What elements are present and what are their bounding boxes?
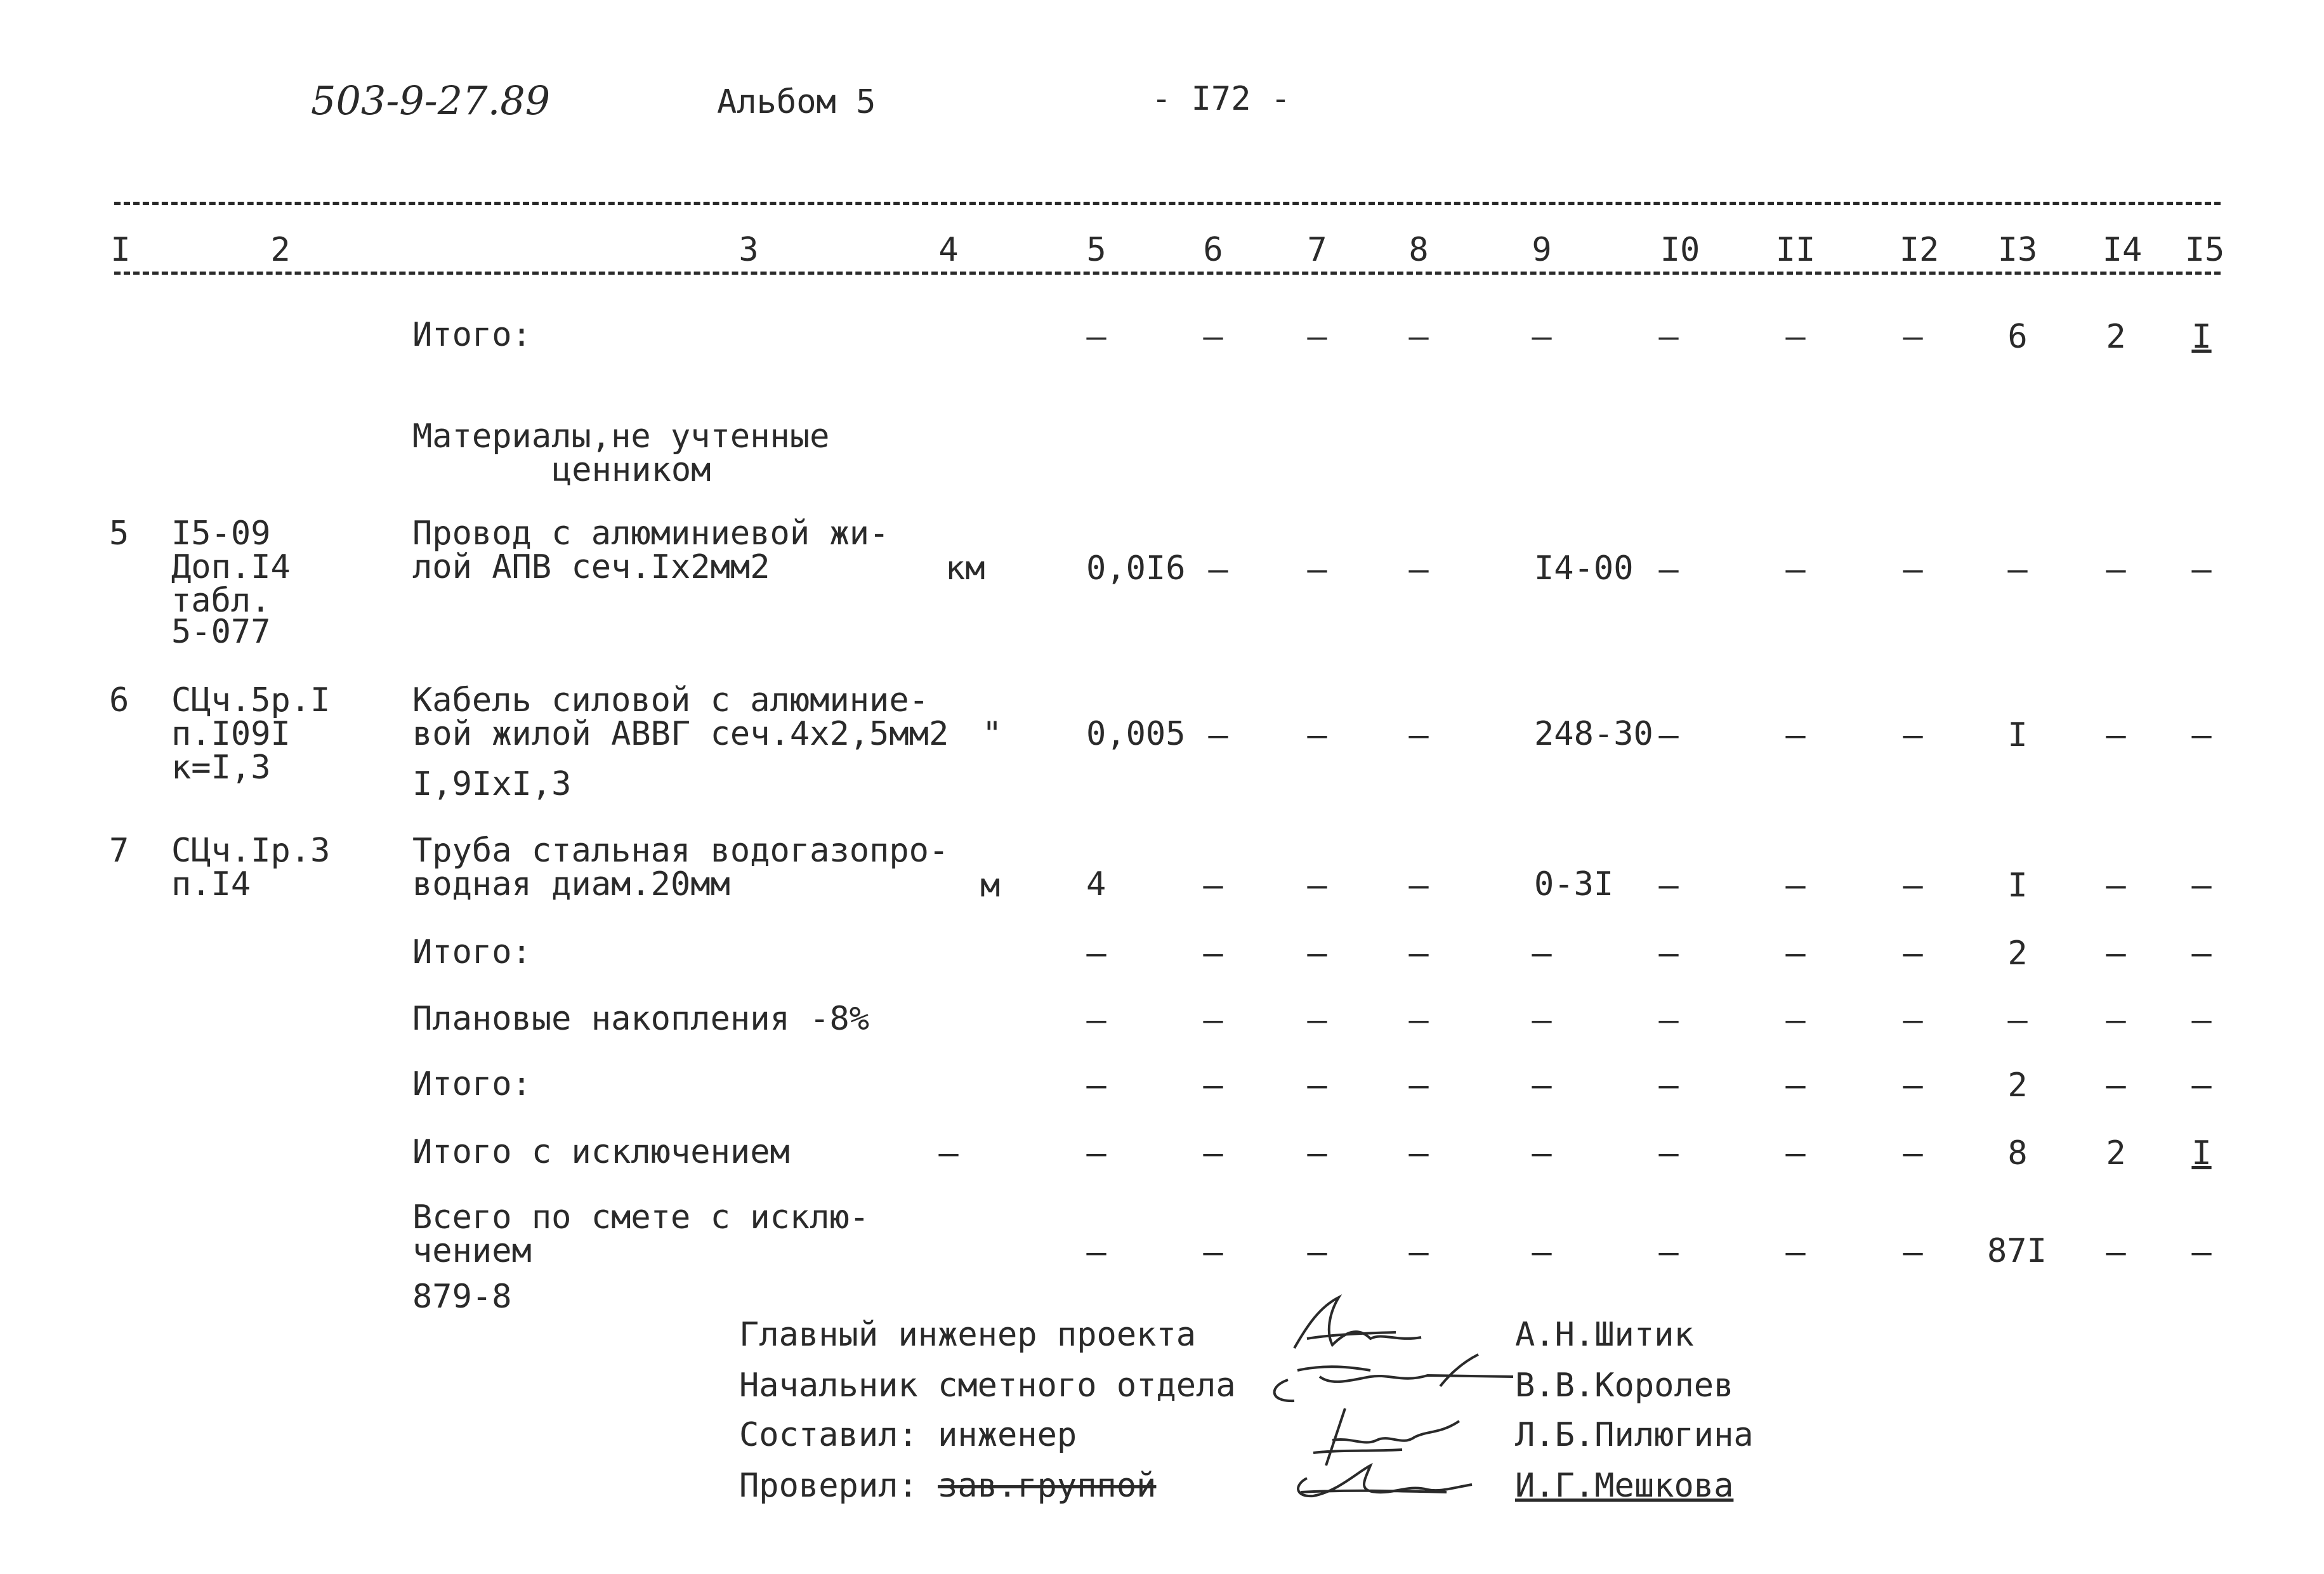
col-header-11: II bbox=[1775, 231, 1816, 269]
cell-14: – bbox=[2106, 867, 2126, 905]
row-code: СЦч.Iр.3 bbox=[171, 832, 331, 870]
row-unit: " bbox=[982, 715, 1002, 753]
cell-5: – bbox=[1086, 318, 1106, 356]
cell-7: – bbox=[1307, 1233, 1327, 1271]
signer-role: Составил: инженер bbox=[739, 1416, 1077, 1454]
cell-9: – bbox=[1532, 1134, 1552, 1172]
signature-2-icon bbox=[1263, 1351, 1529, 1408]
cell-9: – bbox=[1532, 318, 1552, 356]
col-header-8: 8 bbox=[1408, 231, 1429, 269]
cell-12: – bbox=[1903, 1233, 1923, 1271]
cell-12: – bbox=[1903, 1134, 1923, 1172]
cell-14: – bbox=[2106, 716, 2126, 754]
cell-9: – bbox=[1532, 935, 1552, 973]
cell-8: – bbox=[1408, 1066, 1429, 1105]
cell-11: – bbox=[1785, 1233, 1806, 1271]
cell-12: – bbox=[1903, 716, 1923, 754]
cell-10: – bbox=[1658, 867, 1679, 905]
cell-13: 8 bbox=[2007, 1134, 2028, 1172]
row-name: Кабель силовой с алюминие- bbox=[412, 681, 929, 719]
cell-13: – bbox=[2007, 1001, 2028, 1039]
project-code: 503-9-27.89 bbox=[311, 77, 551, 124]
row-name: водная диам.20мм bbox=[412, 865, 730, 903]
cell-15: – bbox=[2191, 551, 2212, 589]
cell-7: – bbox=[1307, 935, 1327, 973]
col-header-15: I5 bbox=[2184, 231, 2225, 269]
signer-role-prefix: Проверил: bbox=[739, 1467, 918, 1505]
col-header-12: I2 bbox=[1899, 231, 1940, 269]
cell-12: – bbox=[1903, 318, 1923, 356]
row-label: Всего по смете с исклю- bbox=[412, 1198, 870, 1236]
cell-15: – bbox=[2191, 716, 2212, 754]
top-dashed-rule bbox=[114, 202, 2221, 208]
cell-7: – bbox=[1307, 716, 1327, 754]
cell-6: – bbox=[1203, 867, 1223, 905]
cell-6: – bbox=[1203, 1001, 1223, 1039]
col-header-14: I4 bbox=[2102, 231, 2143, 269]
cell-5: 0,005 bbox=[1086, 715, 1186, 753]
cell-10: – bbox=[1658, 1233, 1679, 1271]
col-header-2: 2 bbox=[270, 231, 291, 269]
cell-5: – bbox=[1086, 1066, 1106, 1105]
cell-15: – bbox=[2191, 935, 2212, 973]
cell-7: – bbox=[1307, 1066, 1327, 1105]
cell-6: – bbox=[1203, 318, 1223, 356]
cell-11: – bbox=[1785, 1001, 1806, 1039]
cell-8: – bbox=[1408, 1134, 1429, 1172]
row-code: к=I,3 bbox=[171, 749, 271, 787]
row-code: п.I09I bbox=[171, 715, 291, 753]
cell-9: 248-30 bbox=[1534, 715, 1653, 753]
cell-9: – bbox=[1532, 1233, 1552, 1271]
signer-name: Л.Б.Пилюгина bbox=[1515, 1416, 1754, 1454]
cell-4: – bbox=[938, 1134, 959, 1172]
cell-13: I bbox=[2007, 867, 2028, 905]
row-label-2: чением bbox=[412, 1232, 532, 1270]
signer-name: И.Г.Мешкова bbox=[1515, 1467, 1734, 1505]
cell-5: – bbox=[1086, 1233, 1106, 1271]
col-header-10: I0 bbox=[1660, 231, 1700, 269]
cell-15: I bbox=[2191, 318, 2212, 356]
cell-10: – bbox=[1658, 716, 1679, 754]
cell-11: – bbox=[1785, 551, 1806, 589]
signer-role: Главный инженер проекта bbox=[739, 1316, 1197, 1354]
row-label: Итого с исключением bbox=[412, 1133, 790, 1171]
album-label: Альбом 5 bbox=[717, 83, 876, 121]
row-code: 5-077 bbox=[171, 613, 271, 651]
cell-9: – bbox=[1532, 1001, 1552, 1039]
row-name: лой АПВ сеч.Iх2мм2 bbox=[412, 548, 770, 586]
cell-13: 2 bbox=[2007, 1066, 2028, 1105]
cell-8: – bbox=[1408, 1001, 1429, 1039]
row-label: Плановые накопления -8% bbox=[412, 1000, 870, 1038]
cell-11: – bbox=[1785, 935, 1806, 973]
cell-5: – bbox=[1086, 1001, 1106, 1039]
page-number: - I72 - bbox=[1152, 80, 1291, 118]
cell-10: – bbox=[1658, 1001, 1679, 1039]
cell-15: – bbox=[2191, 1233, 2212, 1271]
cell-6: – bbox=[1203, 1066, 1223, 1105]
row-label: Итого: bbox=[412, 933, 532, 971]
cell-15: – bbox=[2191, 1066, 2212, 1105]
cell-7: – bbox=[1307, 551, 1327, 589]
cell-10: – bbox=[1658, 1134, 1679, 1172]
materials-heading: Материалы,не учтенные bbox=[412, 417, 830, 456]
cell-12: – bbox=[1903, 1001, 1923, 1039]
cell-7: – bbox=[1307, 1001, 1327, 1039]
row-number: 5 bbox=[109, 515, 129, 553]
cell-14: – bbox=[2106, 1066, 2126, 1105]
cell-5: 4 bbox=[1086, 865, 1106, 903]
cell-14: – bbox=[2106, 551, 2126, 589]
cell-14: 2 bbox=[2106, 1134, 2126, 1172]
cell-13: – bbox=[2007, 551, 2028, 589]
cell-10: – bbox=[1658, 1066, 1679, 1105]
cell-8: – bbox=[1408, 551, 1429, 589]
col-header-7: 7 bbox=[1307, 231, 1327, 269]
cell-6: – bbox=[1203, 1134, 1223, 1172]
cell-12: – bbox=[1903, 551, 1923, 589]
signer-role: Начальник сметного отдела bbox=[739, 1367, 1236, 1405]
cell-9: – bbox=[1532, 1066, 1552, 1105]
cell-11: – bbox=[1785, 318, 1806, 356]
cell-15: I bbox=[2191, 1134, 2212, 1172]
cell-14: – bbox=[2106, 1233, 2126, 1271]
materials-heading-2: ценником bbox=[552, 451, 711, 489]
cell-14: – bbox=[2106, 1001, 2126, 1039]
row-code: табл. bbox=[171, 582, 271, 620]
cell-6: – bbox=[1208, 716, 1228, 754]
cell-8: – bbox=[1408, 1233, 1429, 1271]
col-header-1: I bbox=[110, 231, 131, 269]
col-header-3: 3 bbox=[739, 231, 759, 269]
cell-5: – bbox=[1086, 1134, 1106, 1172]
row-code: п.I4 bbox=[171, 865, 251, 903]
col-header-13: I3 bbox=[1997, 231, 2038, 269]
row-extra: I,9IхI,3 bbox=[412, 765, 572, 803]
row-name: Труба стальная водогазопро- bbox=[412, 832, 949, 870]
cell-12: – bbox=[1903, 1066, 1923, 1105]
row-code: I5-09 bbox=[171, 515, 271, 553]
col-header-4: 4 bbox=[938, 231, 959, 269]
header-dashed-rule bbox=[114, 272, 2221, 278]
cell-7: – bbox=[1307, 1134, 1327, 1172]
signer-role-struck: зав.группой bbox=[938, 1467, 1157, 1505]
row-unit: м bbox=[980, 867, 1001, 905]
signature-4-icon bbox=[1282, 1453, 1491, 1516]
cell-8: – bbox=[1408, 716, 1429, 754]
col-header-5: 5 bbox=[1086, 231, 1106, 269]
cell-11: – bbox=[1785, 867, 1806, 905]
cell-14: – bbox=[2106, 935, 2126, 973]
row-code: СЦч.5р.I bbox=[171, 681, 331, 719]
cell-15: – bbox=[2191, 1001, 2212, 1039]
cell-8: – bbox=[1408, 935, 1429, 973]
cell-13: I bbox=[2007, 716, 2028, 754]
cell-5: – bbox=[1086, 935, 1106, 973]
signer-name: А.Н.Шитик bbox=[1515, 1316, 1694, 1354]
row-label: Итого: bbox=[412, 1065, 532, 1103]
cell-12: – bbox=[1903, 867, 1923, 905]
col-header-6: 6 bbox=[1203, 231, 1223, 269]
cell-7: – bbox=[1307, 318, 1327, 356]
row-number: 7 bbox=[109, 832, 129, 870]
row-number: 6 bbox=[109, 681, 129, 719]
row-code: Доп.I4 bbox=[171, 548, 291, 586]
cell-6: – bbox=[1203, 1233, 1223, 1271]
signer-name: В.В.Королев bbox=[1515, 1367, 1734, 1405]
row-name: вой жилой АВВГ сеч.4х2,5мм2 bbox=[412, 715, 949, 753]
row-label: Итого: bbox=[412, 316, 532, 354]
cell-9: 0-3I bbox=[1534, 865, 1614, 903]
cell-12: – bbox=[1903, 935, 1923, 973]
cell-13: 2 bbox=[2007, 935, 2028, 973]
row-unit: км bbox=[945, 549, 985, 587]
cell-13: 87I bbox=[1987, 1232, 2047, 1270]
signer-role bbox=[739, 1467, 1157, 1505]
cell-10: – bbox=[1658, 551, 1679, 589]
cell-14: 2 bbox=[2106, 318, 2126, 356]
col-header-9: 9 bbox=[1532, 231, 1552, 269]
row-extra: 879-8 bbox=[412, 1278, 512, 1316]
cell-8: – bbox=[1408, 318, 1429, 356]
cell-11: – bbox=[1785, 716, 1806, 754]
row-name: Провод с алюминиевой жи- bbox=[412, 515, 890, 553]
cell-10: – bbox=[1658, 318, 1679, 356]
cell-13: 6 bbox=[2007, 318, 2028, 356]
cell-15: – bbox=[2191, 867, 2212, 905]
cell-6: – bbox=[1208, 551, 1228, 589]
cell-5: 0,0I6 bbox=[1086, 549, 1186, 587]
cell-8: – bbox=[1408, 867, 1429, 905]
cell-11: – bbox=[1785, 1066, 1806, 1105]
cell-10: – bbox=[1658, 935, 1679, 973]
cell-9: I4-00 bbox=[1534, 549, 1634, 587]
cell-7: – bbox=[1307, 867, 1327, 905]
cell-6: – bbox=[1203, 935, 1223, 973]
cell-11: – bbox=[1785, 1134, 1806, 1172]
